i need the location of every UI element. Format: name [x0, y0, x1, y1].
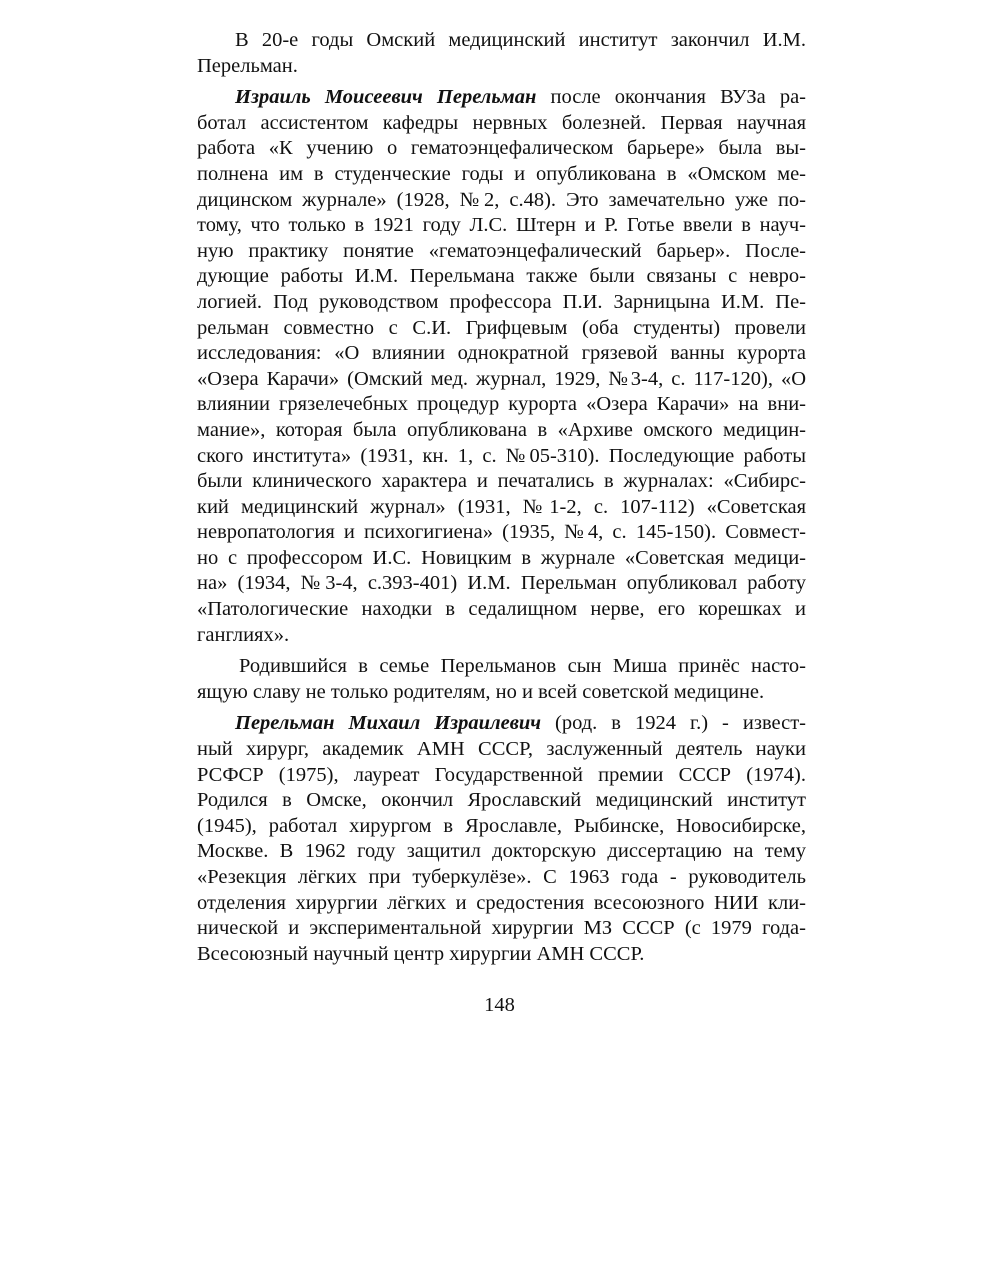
paragraph-1 — [197, 28, 806, 79]
text-line: рельман совместно с С.И. Грифцевым (оба студенты) провели — [197, 316, 806, 339]
paragraph-2 — [197, 85, 806, 648]
text-line — [197, 85, 806, 111]
paragraph-3 — [197, 654, 806, 705]
text-line: дующие работы И.М. Перельмана также были связаны с невро- — [197, 265, 806, 288]
text-line: на» (1934, №3-4, с.393-401) И.М. Перельман опубликовал работу — [197, 572, 806, 595]
text-line: ского института» (1931, кн. 1, с. №05-310). Последующие работы — [197, 444, 806, 467]
person-name-bold: Перельман Михаил Израилевич — [235, 712, 542, 735]
text-line: ганглиях». — [197, 623, 290, 646]
text-line: полнена им в студенческие годы и опубликована в «Омском ме- — [197, 162, 806, 185]
text-line: «Патологические находки в седалищном нерве, его корешках и — [197, 598, 806, 621]
text-line: Москве. В 1962 году защитил докторскую диссертацию на тему — [197, 840, 806, 863]
text-line: ный хирург, академик АМН СССР, заслуженный деятель науки — [197, 738, 806, 761]
text-line: ботал ассистентом кафедры нервных болезней. Первая научная — [197, 111, 806, 134]
text-line: логией. Под руководством профессора П.И. Зарницына И.М. Пе- — [197, 290, 806, 313]
text-line: Родившийся в семье Перельманов сын Миша принёс насто- — [239, 655, 806, 678]
text-line: тому, что только в 1921 году Л.С. Штерн и Р. Готье ввели в науч- — [197, 214, 806, 237]
text-line: дицинском журнале» (1928, №2, с.48). Это замечательно уже по- — [197, 188, 806, 211]
text-run: (род. в 1924 г.) - извест- — [541, 712, 806, 735]
paragraph-4 — [197, 711, 806, 967]
person-name-bold: Израиль Моисеевич Перельман — [235, 86, 537, 109]
text-line: ящую славу не только родителям, но и всей советской медицине. — [197, 680, 765, 703]
text-line: были клинического характера и печатались в журналах: «Сибирс- — [197, 470, 806, 493]
text-line: мание», которая была опубликована в «Архиве омского медицин- — [197, 418, 806, 441]
text-line: нической и экспериментальной хирургии МЗ СССР (с 1979 года- — [197, 917, 806, 940]
text-line: отделения хирургии лёгких и средостения всесоюзного НИИ кли- — [197, 891, 806, 914]
page-number: 148 — [484, 994, 515, 1016]
text-line: «Резекция лёгких при туберкулёзе». С 1963 года - руководитель — [197, 866, 806, 888]
text-line: влиянии грязелечебных процедур курорта «Озера Карачи» на вни- — [197, 393, 806, 416]
text-line: кий медицинский журнал» (1931, №1-2, с. 107-112) «Советская — [197, 495, 806, 518]
text-line: исследования: «О влиянии однократной грязевой ванны курорта — [197, 342, 806, 365]
text-line: невропатология и психогигиена» (1935, №4, с. 145-150). Совмест- — [197, 521, 806, 544]
text-line: но с профессором И.С. Новицким в журнале «Советская медици- — [197, 546, 806, 569]
page-body — [197, 28, 806, 967]
text-line: ную практику понятие «гематоэнцефалический барьер». После- — [197, 239, 806, 262]
text-line: Перельман. — [197, 54, 298, 77]
text-line: Всесоюзный научный центр хирургии АМН СССР. — [197, 942, 645, 965]
text-line: «Озера Карачи» (Омский мед. журнал, 1929, №3-4, с. 117-120), «О — [197, 367, 806, 390]
text-line: работа «К учению о гематоэнцефалическом барьере» была вы- — [197, 137, 806, 160]
text-run: после окончания ВУЗа ра- — [536, 86, 806, 109]
text-line: Родился в Омске, окончил Ярославский медицинский институт — [197, 789, 806, 812]
text-line — [197, 711, 806, 737]
text-line: РСФСР (1975), лауреат Государственной премии СССР (1974). — [197, 763, 806, 786]
text-line: В 20-е годы Омский медицинский институт закончил И.М. — [235, 29, 806, 51]
text-line: (1945), работал хирургом в Ярославле, Рыбинске, Новосибирске, — [197, 814, 806, 837]
